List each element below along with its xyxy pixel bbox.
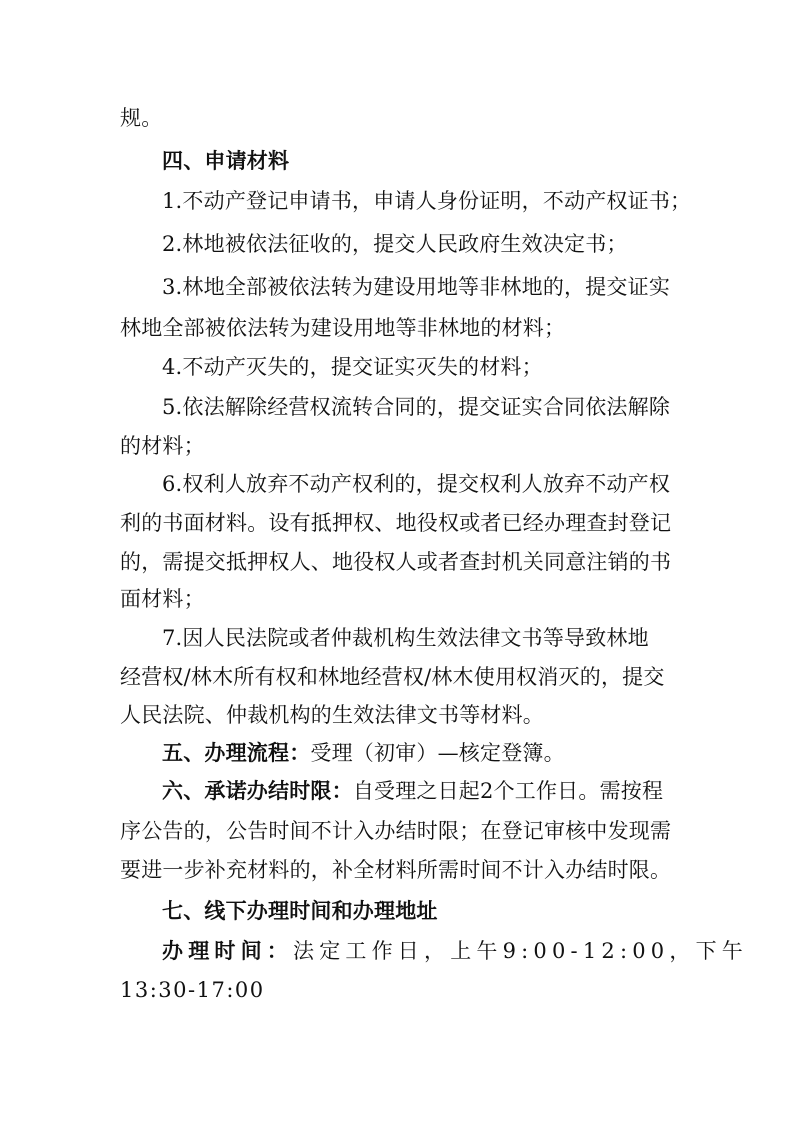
time-limit-label: 六、承诺办结时限： [162,778,353,803]
material-item-2: 2.林地被依法征收的，提交人民政府生效决定书； [162,232,628,256]
material-item-3: 3.林地全部被依法转为建设用地等非林地的，提交证实 [162,275,671,299]
process-label: 五、办理流程： [162,740,311,765]
office-hours-text: 法定工作日，上午9:00-12:00，下午 [293,939,748,963]
time-limit-line-2: 序公告的，公告时间不计入办结时限；在登记审核中发现需 [120,819,672,843]
material-item-7: 7.因人民法院或者仲裁机构生效法律文书等导致林地 [162,626,649,650]
section-process [162,738,680,768]
office-hours [162,936,748,966]
material-item-6-cont3: 面材料； [120,587,205,611]
material-item-4: 4.不动产灭失的，提交证实灭失的材料； [162,355,543,379]
time-limit-text: 自受理之日起2个工作日。需按程 [352,779,664,803]
section-time-limit [162,776,680,806]
process-text: 受理（初审）—核定登簿。 [310,741,565,765]
material-item-6-cont1: 利的书面材料。设有抵押权、地役权或者已经办理查封登记 [120,511,672,535]
material-item-7-cont2: 人民法院、仲裁机构的生效法律文书等材料。 [120,703,544,727]
material-item-5-cont: 的材料； [120,434,205,458]
material-item-6-cont2: 的，需提交抵押权人、地役权人或者查封机关同意注销的书 [120,550,672,574]
paragraph-line: 规。 [120,106,163,130]
material-item-5: 5.依法解除经营权流转合同的，提交证实合同依法解除 [162,395,671,419]
material-item-7-cont1: 经营权/林木所有权和林地经营权/林木使用权消灭的，提交 [120,665,665,689]
office-hours-line-2: 13:30-17:00 [120,978,265,1002]
section-heading-materials: 四、申请材料 [162,148,290,173]
office-hours-label: 办理时间： [162,938,293,963]
material-item-1: 1.不动产登记申请书，申请人身份证明，不动产权证书； [162,189,692,213]
material-item-3-cont: 林地全部被依法转为建设用地等非林地的材料； [120,316,566,340]
material-item-6: 6.权利人放弃不动产权利的，提交权利人放弃不动产权 [162,472,671,496]
section-offline-heading: 七、线下办理时间和办理地址 [162,898,438,923]
time-limit-line-3: 要进一步补充材料的，补全材料所需时间不计入办结时限。 [120,858,672,882]
